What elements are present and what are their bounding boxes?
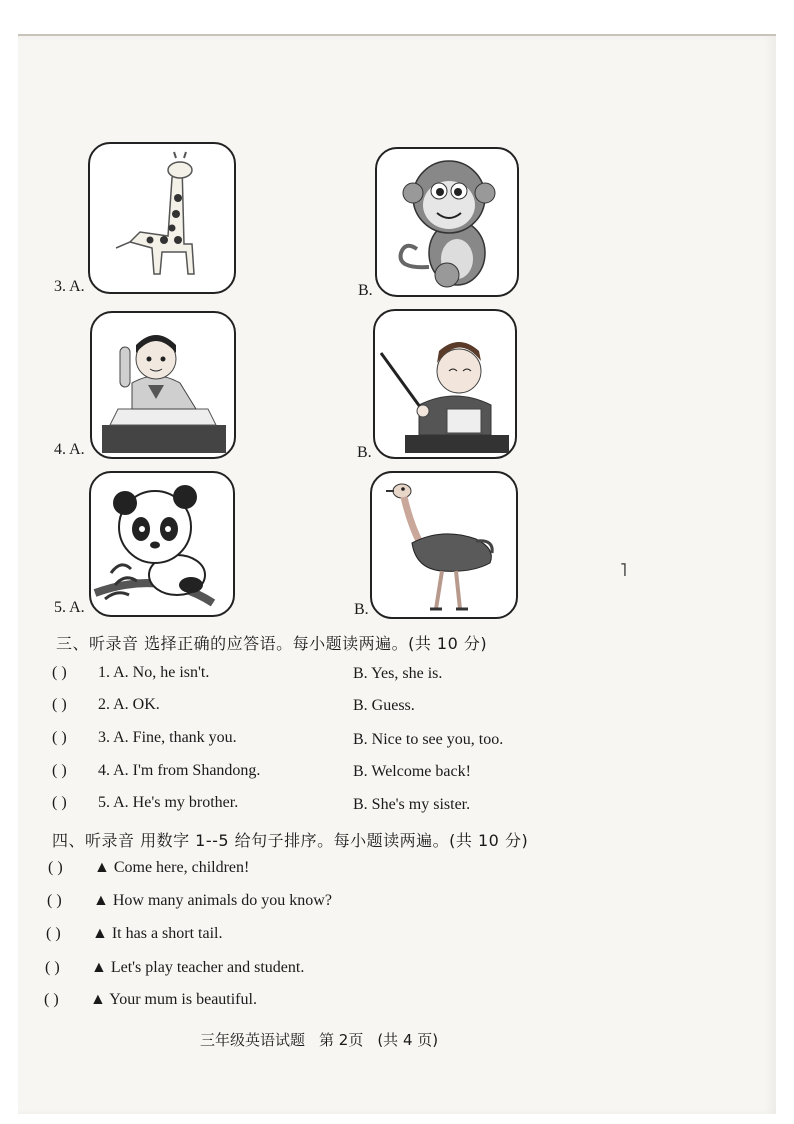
- answer-blank[interactable]: ( ): [48, 859, 63, 876]
- s4-row-5: [44, 991, 257, 1009]
- s4-sentence: ▲ Come here, children!: [94, 859, 250, 876]
- footer-title: 三年级英语试题: [200, 1031, 306, 1049]
- answer-blank[interactable]: ( ): [44, 991, 59, 1008]
- teacher-picture: [373, 309, 517, 459]
- answer-blank[interactable]: ( ): [52, 729, 67, 746]
- s3-option-b: B. She's my sister.: [353, 796, 471, 813]
- answer-blank[interactable]: ( ): [45, 959, 60, 976]
- giraffe-icon: [90, 144, 234, 292]
- s3-row-1: [52, 664, 209, 682]
- s4-sentence: ▲ Let's play teacher and student.: [91, 959, 305, 976]
- section-4-heading: 四、听录音 用数字 1--5 给句子排序。每小题读两遍。(共 10 分): [52, 831, 529, 850]
- s3-option-a: 1. A. No, he isn't.: [98, 664, 210, 681]
- s3-row-4: [52, 762, 260, 780]
- s3-option-a: 3. A. Fine, thank you.: [98, 729, 237, 746]
- monkey-icon: [377, 149, 517, 295]
- s3-row-3: [52, 729, 237, 747]
- s3-option-a: 5. A. He's my brother.: [98, 794, 239, 811]
- s4-sentence: ▲ It has a short tail.: [92, 925, 223, 942]
- s3-row-5: [52, 794, 238, 812]
- panda-icon: [91, 473, 233, 615]
- s4-row-2: [47, 892, 332, 910]
- answer-blank[interactable]: ( ): [52, 762, 67, 779]
- pencil-mark: ˥: [620, 560, 627, 580]
- answer-blank[interactable]: ( ): [52, 664, 67, 681]
- s3-option-a: 4. A. I'm from Shandong.: [98, 762, 261, 779]
- answer-blank[interactable]: ( ): [46, 925, 61, 942]
- s3-option-b: B. Guess.: [353, 697, 415, 714]
- s3-row-2: [52, 696, 160, 714]
- item-4-b-label: B.: [357, 444, 372, 461]
- s4-row-3: [46, 925, 222, 943]
- s4-sentence: ▲ How many animals do you know?: [93, 892, 332, 909]
- ostrich-icon: [372, 473, 516, 617]
- footer-page: 第 2页: [319, 1031, 364, 1049]
- answer-blank[interactable]: ( ): [47, 892, 62, 909]
- footer-total: (共 4 页): [377, 1031, 439, 1049]
- item-5-b-label: B.: [354, 601, 369, 618]
- s3-option-b: B. Welcome back!: [353, 763, 471, 780]
- s3-option-b: B. Nice to see you, too.: [353, 731, 504, 748]
- panda-picture: [89, 471, 235, 617]
- s4-sentence: ▲ Your mum is beautiful.: [90, 991, 257, 1008]
- s3-option-b: B. Yes, she is.: [353, 665, 443, 682]
- answer-blank[interactable]: ( ): [52, 794, 67, 811]
- item-3-b-label: B.: [358, 282, 373, 299]
- s4-row-1: [48, 859, 249, 877]
- answer-blank[interactable]: ( ): [52, 696, 67, 713]
- student-picture: [90, 311, 236, 459]
- teacher-icon: [375, 311, 515, 457]
- section-3-heading: 三、听录音 选择正确的应答语。每小题读两遍。(共 10 分): [56, 634, 488, 653]
- page-footer: [200, 1029, 452, 1050]
- monkey-picture: [375, 147, 519, 297]
- student-icon: [92, 313, 234, 457]
- s3-option-a: 2. A. OK.: [98, 696, 160, 713]
- ostrich-picture: [370, 471, 518, 619]
- s4-row-4: [45, 959, 304, 977]
- item-3-a-label: 3. A.: [54, 278, 85, 295]
- item-4-a-label: 4. A.: [54, 441, 85, 458]
- giraffe-picture: [88, 142, 236, 294]
- item-5-a-label: 5. A.: [54, 599, 85, 616]
